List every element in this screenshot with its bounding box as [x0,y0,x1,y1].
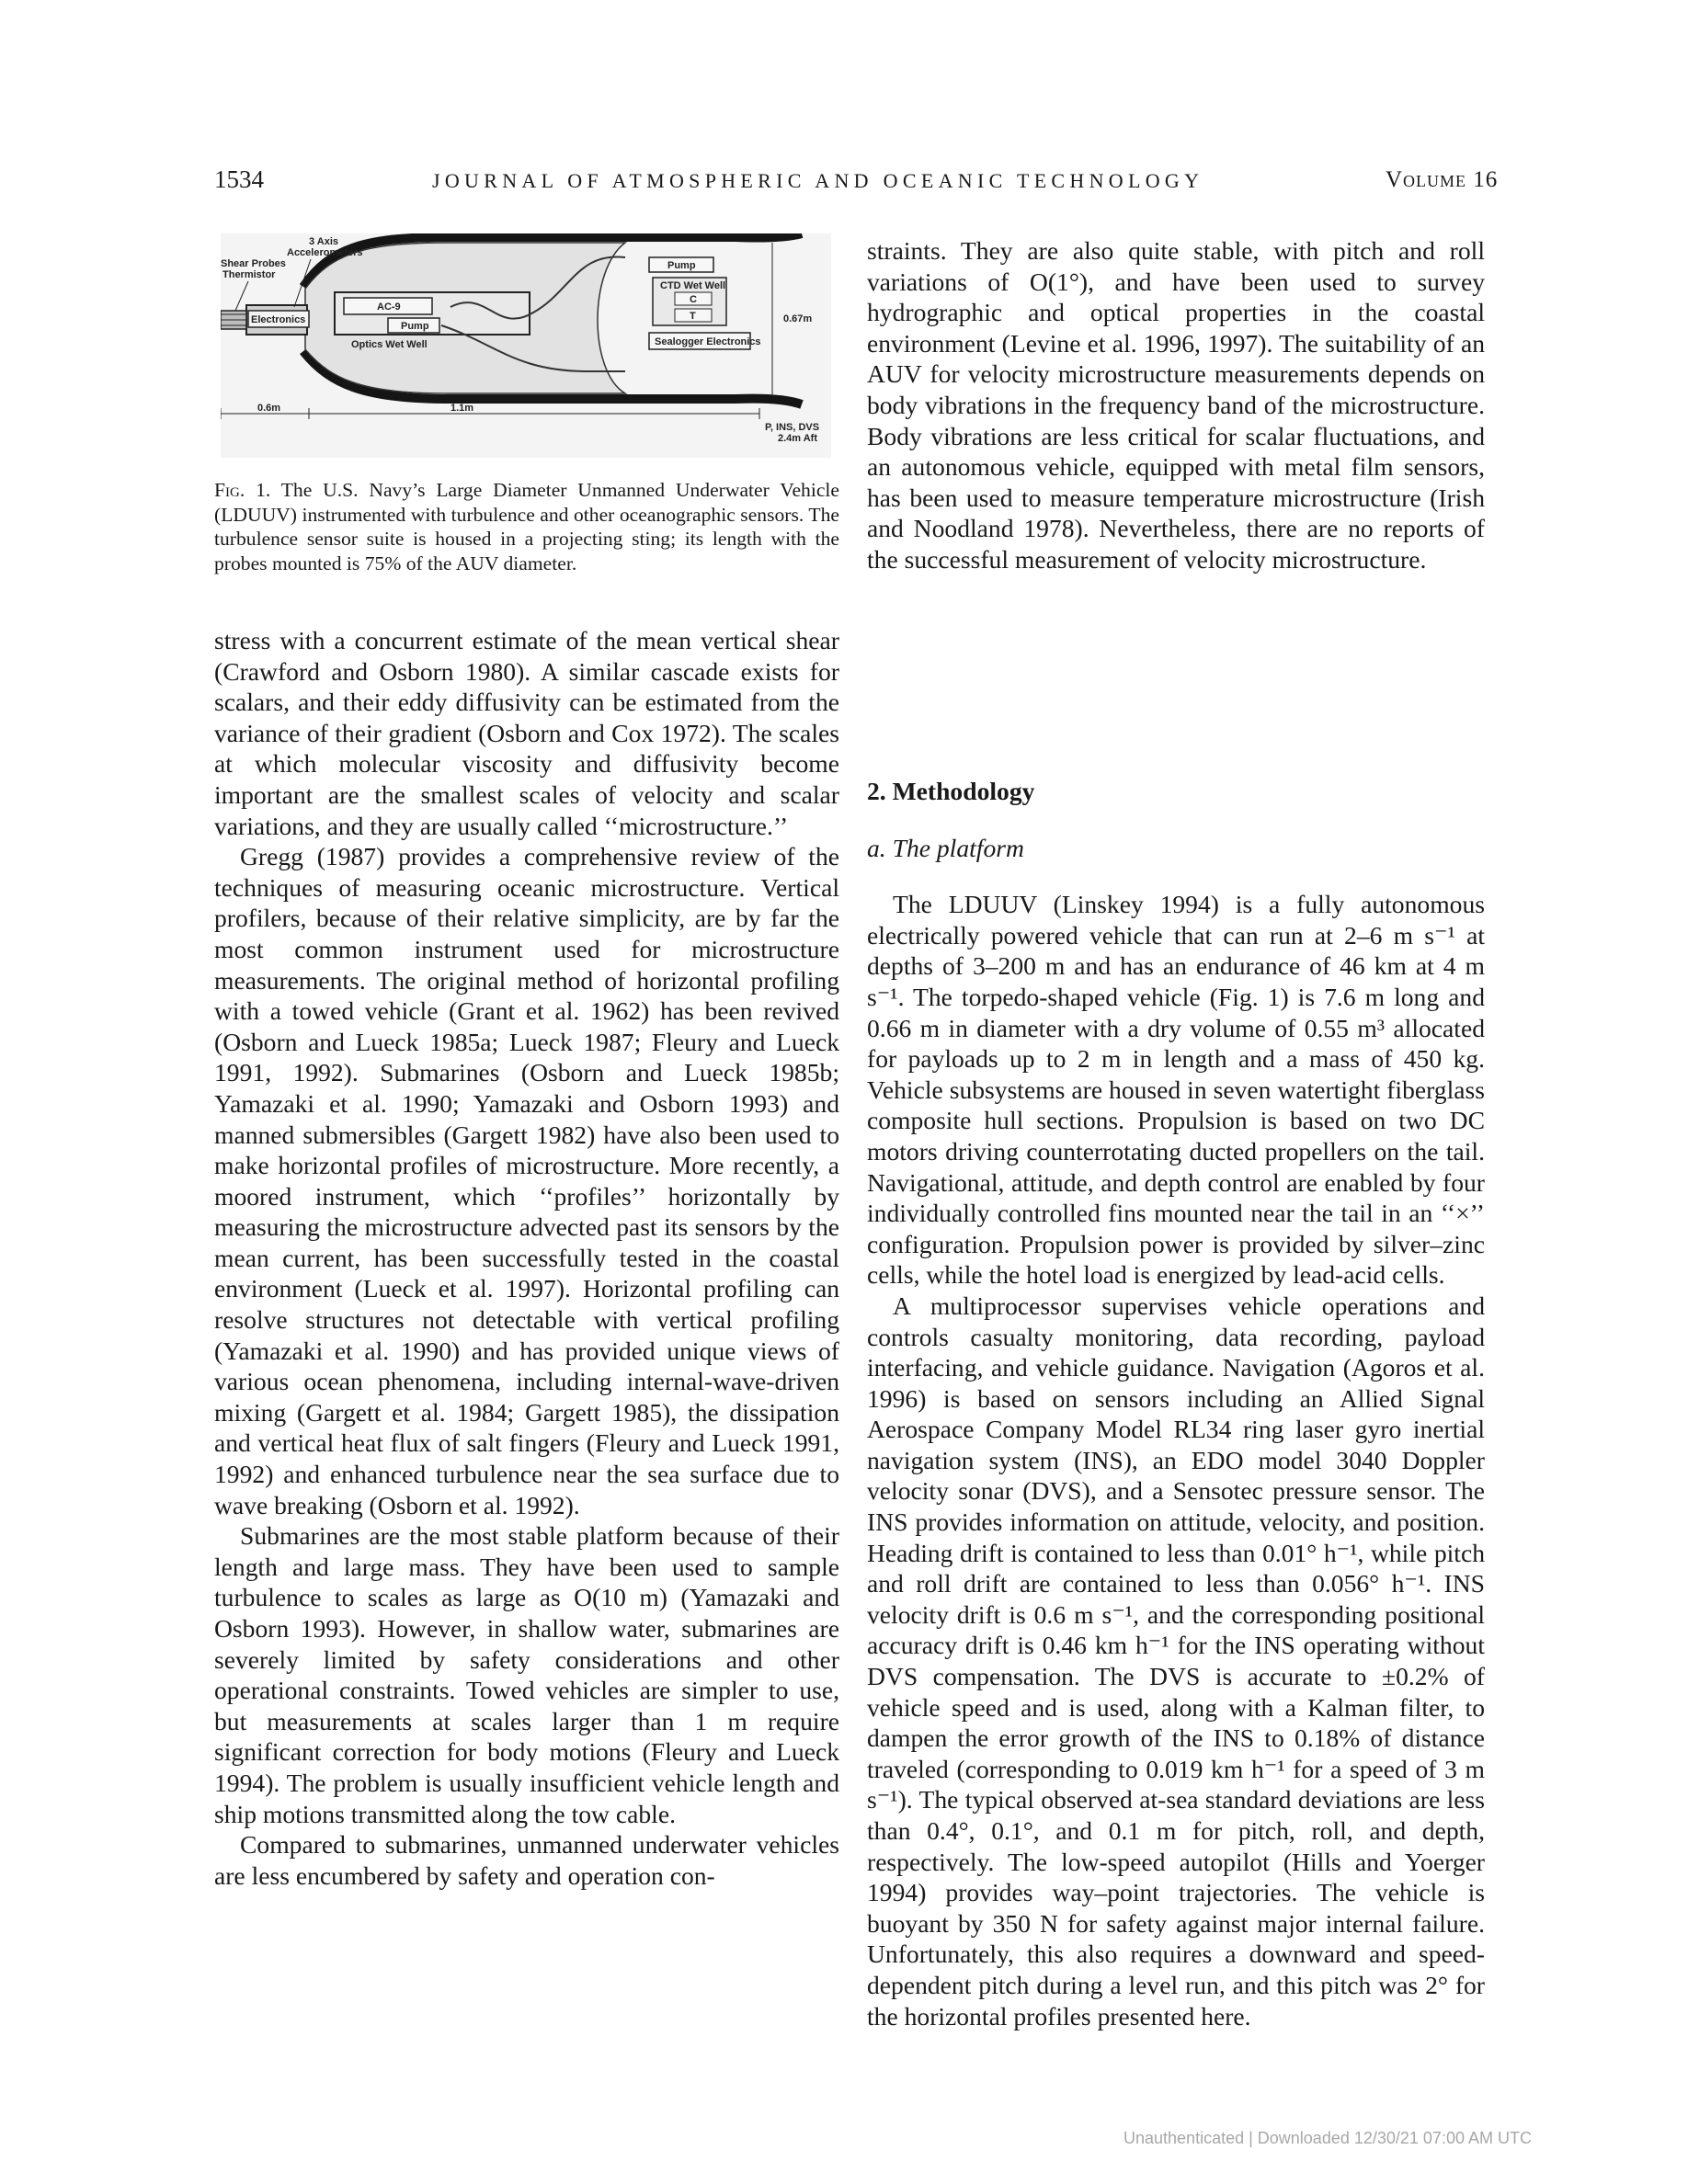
journal-title: JOURNAL OF ATMOSPHERIC AND OCEANIC TECHNOLOGY [432,169,1204,192]
download-footer: Unauthenticated | Downloaded 12/30/21 07:00 AM UTC [1123,2129,1532,2147]
caption-text: The U.S. Navy’s Large Diameter Unmanned Underwater Vehicle (LDUUV) instrumented with turbulence and other oceanographic sensors. The turbulence sensor suite is housed in a projecting sting; its length with the probes mounted is 75% of the AUV diameter. [214,479,839,574]
figure-caption [214,478,839,575]
label-dim-sting: 0.6m [257,403,281,414]
volume-label [1386,167,1498,193]
volume-text: Volume 16 [1386,167,1499,192]
paragraph: straints. They are also quite stable, with pitch and roll variations of O(1°), and have been used to survey hydrographic and optical properties in the coastal environment (Levine et al. 1996, 1997). The suitability of an AUV for velocity microstructure measurements depends on body vibrations in the frequency band of the microstructure. Body vibrations are less critical for scalar fluctuations, and an autonomous vehicle, equipped with metal film sensors, has been used to measure temperature microstructure (Irish and Noodland 1978). Nevertheless, there are no reports of the successful measurement of velocity microstructure. [867,236,1485,574]
section-heading: 2. Methodology [867,777,1035,805]
label-dim-nose: 1.1m [451,403,474,414]
right-column-top [867,235,1485,575]
label-t: T [690,311,696,322]
paragraph: The LDUUV (Linskey 1994) is a fully autonomous electrically powered vehicle that can run at 2–6 m s⁻¹ at depths of 3–200 m and has an endurance of 46 km at 4 m s⁻¹. The torpedo-shaped vehicle (Fig. 1) is 7.6 m long and 0.66 m in diameter with a dry volume of 0.55 m³ allocated for payloads up to 2 m in length and a mass of 450 kg. Vehicle subsystems are housed in seven watertight fiberglass composite hull sections. Propulsion is based on two DC motors driving counterrotating ducted propellers on the tail. Navigational, attitude, and depth control are enabled by four individually controlled fins mounted near the tail in an ‘‘×’’ configuration. Propulsion power is provided by silver–zinc cells, while the hotel load is energized by lead-acid cells. [867,890,1485,1290]
label-ctd-wet-well: CTD Wet Well [660,280,726,291]
label-aft-note: P, INS, DVS 2.4m Aft [765,422,820,444]
label-ac9: AC-9 [377,301,401,313]
label-c: C [690,294,697,305]
figure-1-schematic [221,233,831,458]
right-column [867,776,1485,2031]
label-shear-probes: Shear Probes Thermistor [221,258,286,280]
caption-label: Fig. 1. [214,479,271,501]
paragraph: Submarines are the most stable platform because of their length and large mass. They have been used to sample turbulence to scales as large as O(10 m) (Yamazaki and Osborn 1993). However, in shallow water, submarines are severely limited by safety considerations and other operational constraints. Towed vehicles are simpler to use, but measurements at scales larger than 1 m require significant correction for body motions (Fleury and Lueck 1994). The problem is usually insufficient vehicle length and ship motions transmitted along the tow cable. [214,1521,839,1828]
label-pump-left: Pump [401,321,429,332]
label-optics-wet-well: Optics Wet Well [351,339,428,350]
subsection-heading: a. The platform [867,833,1024,862]
label-pump-right: Pump [667,260,696,271]
paragraph: Gregg (1987) provides a comprehensive review of the techniques of measuring oceanic microstructure. Vertical profilers, because of their relative simplicity, are by far the most common instrument used for microstructure measurements. The original method of horizontal profiling with a towed vehicle (Grant et al. 1962) has been revived (Osborn and Lueck 1985a; Lueck 1987; Fleury and Lueck 1991, 1992). Submarines (Osborn and Lueck 1985b; Yamazaki et al. 1990; Yamazaki and Osborn 1993) and manned submersibles (Gargett 1982) have also been used to make horizontal profiles of microstructure. More recently, a moored instrument, which ‘‘profiles’’ horizontally by measuring the microstructure advected past its sensors by the mean current, has been successfully tested in the coastal environment (Lueck et al. 1997). Horizontal profiling can resolve structures not detectable with vertical profiling (Yamazaki et al. 1990) and has provided unique views of various ocean phenomena, including internal-wave-driven mixing (Gargett et al. 1984; Gargett 1985), the dissipation and vertical heat flux of salt fingers (Fleury and Lueck 1991, 1992) and enhanced turbulence near the sea surface due to wave breaking (Osborn et al. 1992). [214,842,839,1519]
label-accelerometers: 3 Axis Accelerometers [287,236,363,258]
label-sealogger: Sealogger Electronics [655,336,761,347]
paragraph: A multiprocessor supervises vehicle operations and controls casualty monitoring, data recording, payload interfacing, and vehicle guidance. Navigation (Agoros et al. 1996) is based on sensors including an Allied Signal Aerospace Company Model RL34 ring laser gyro inertial navigation system (INS), an EDO model 3040 Doppler velocity sonar (DVS), and a Sensotec pressure sensor. The INS provides information on attitude, velocity, and position. Heading drift is contained to less than 0.01° h⁻¹, while pitch and roll drift are contained to less than 0.056° h⁻¹. INS velocity drift is 0.6 m s⁻¹, and the corresponding positional accuracy drift is 0.46 km h⁻¹ for the INS operating without DVS compensation. The DVS is accurate to ±0.2% of vehicle speed and is used, along with a Kalman filter, to dampen the error growth of the INS to 0.18% of distance traveled (corresponding to 0.019 km h⁻¹ for a speed of 3 m s⁻¹). The typical observed at-sea standard deviations are less than 0.4°, 0.1°, and 0.1 m for pitch, roll, and depth, respectively. The low-speed autopilot (Hills and Yoerger 1994) provides way–point trajectories. The vehicle is buoyant by 350 N for safety against major internal failure. Unfortunately, this also requires a downward and speed-dependent pitch during a level run, and this pitch was 2° for the horizontal profiles presented here. [867,1291,1485,2030]
label-dim-diameter: 0.67m [783,313,813,324]
label-electronics: Electronics [251,314,306,325]
paragraph: stress with a concurrent estimate of the mean vertical shear (Crawford and Osborn 1980). A similar cascade exists for scalars, and their eddy diffusivity can be estimated from the variance of their gradient (Osborn and Cox 1972). The scales at which molecular viscosity and diffusivity become important are the smallest scales of velocity and scalar variations, and they are usually called ‘‘microstructure.’’ [214,626,839,840]
left-column [214,625,839,1891]
page-number: 1534 [214,165,264,193]
paragraph: Compared to submarines, unmanned underwater vehicles are less encumbered by safety and operation con- [214,1830,839,1890]
